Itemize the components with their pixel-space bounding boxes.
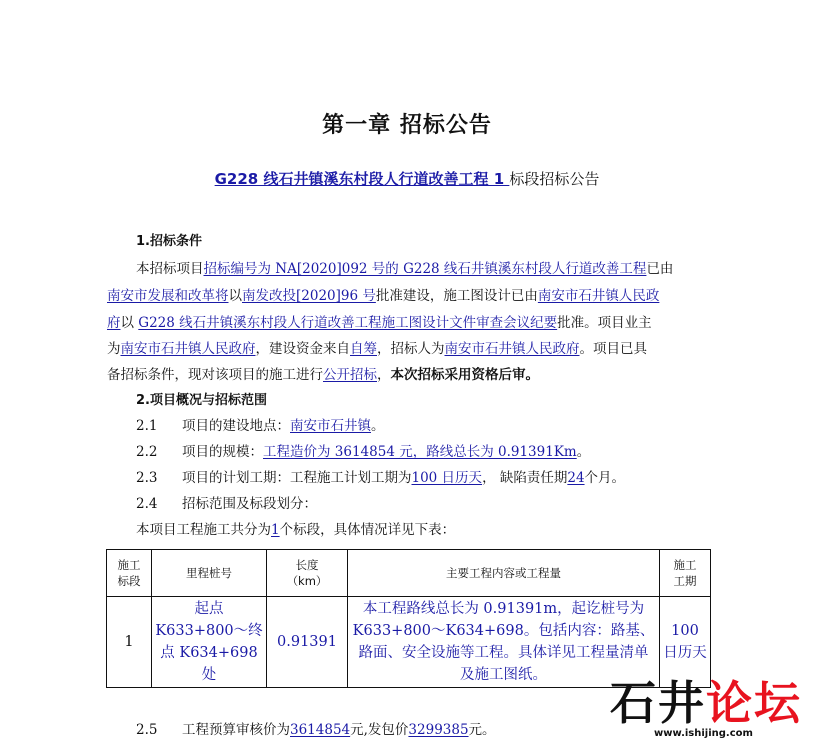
owner-link[interactable]: 南安市石井镇人民政府 [120, 341, 256, 357]
header-length: 长度 （km） [267, 550, 348, 597]
section-count-link[interactable]: 1 [271, 522, 280, 538]
audited-price-link[interactable]: 3614854 [290, 722, 351, 738]
scale-link[interactable]: 工程造价为 3614854 元，路线总长为 0.91391Km [263, 444, 577, 460]
announcement-title-rest: 标段招标公告 [509, 170, 600, 188]
cell-length: 0.91391 [267, 597, 348, 688]
chapter-title: 第一章 招标公告 [322, 113, 492, 138]
duration-link[interactable]: 100 日历天 [411, 470, 483, 486]
item-2-1: 2.1 项目的建设地点：南安市石井镇。 [136, 418, 385, 434]
funding-link[interactable]: 自筹 [350, 341, 377, 357]
project-name-link[interactable]: G228 线石井镇溪东村段人行道改善工程 1 [214, 170, 510, 188]
section-1-heading: 1.招标条件 [136, 234, 202, 249]
cell-mileage: 起点 K633+800～终点 K634+698 处 [152, 597, 267, 688]
paragraph-line-2: 南安市发展和改革将以南发改投[2020]96 号批准建设，施工图设计已由南安市石井镇人民政 [107, 288, 660, 304]
warranty-link[interactable]: 24 [567, 470, 585, 486]
paragraph-line-4: 为南安市石井镇人民政府，建设资金来自自筹，招标人为南安市石井镇人民政府。项目已具 [107, 341, 647, 357]
item-2-5: 2.5 工程预算审核价为3614854元,发包价3299385元。 [136, 722, 496, 738]
header-section: 施工 标段 [107, 550, 152, 597]
review-minutes-link[interactable]: G228 线石井镇溪东村段人行道改善工程施工图设计文件审查会议纪要 [138, 315, 558, 331]
post-qualification-note: 本次招标采用资格后审。 [390, 367, 539, 383]
table-header-row [107, 550, 711, 597]
announcement-title [0, 168, 814, 189]
section-2-heading: 2.项目概况与招标范围 [136, 393, 267, 408]
open-tender-link[interactable]: 公开招标 [323, 367, 377, 383]
tender-number-link[interactable]: 招标编号为 NA[2020]092 号的 G228 线石井镇溪东村段人行道改善工程 [203, 261, 647, 277]
approval-doc-link[interactable]: 南发改投[2020]96 号 [242, 288, 376, 304]
section-summary: 本项目工程施工共分为1个标段，具体情况详见下表： [136, 522, 456, 538]
forum-watermark [610, 678, 810, 743]
paragraph-line-5: 备招标条件，现对该项目的施工进行公开招标，本次招标采用资格后审。 [107, 367, 539, 383]
cell-period: 100 日历天 [660, 597, 711, 688]
header-period: 施工 工期 [660, 550, 711, 597]
watermark-logo: 石井论坛 [610, 676, 802, 730]
item-2-4: 2.4 招标范围及标段划分： [136, 496, 317, 512]
paragraph-line-1: 本招标项目招标编号为 NA[2020]092 号的 G228 线石井镇溪东村段人行道改善工程已由 [136, 261, 674, 277]
paragraph-line-3: 府以 G228 线石井镇溪东村段人行道改善工程施工图设计文件审查会议纪要批准。项目业主 [107, 315, 652, 331]
header-content: 主要工程内容或工程量 [348, 550, 660, 597]
tender-sections-table [106, 549, 711, 688]
watermark-url: www.ishijing.com [654, 728, 753, 739]
cell-section: 1 [107, 597, 152, 688]
table-row [107, 597, 711, 688]
tenderer-link[interactable]: 南安市石井镇人民政府 [444, 341, 580, 357]
location-link[interactable]: 南安市石井镇 [290, 418, 371, 434]
cell-content: 本工程路线总长为 0.91391m，起讫桩号为 K633+800～K634+698。包括内容：路基、路面、安全设施等工程。具体详见工程量清单及施工图纸。 [348, 597, 660, 688]
item-2-3: 2.3 项目的计划工期：工程施工计划工期为100 日历天， 缺陷责任期24个月。 [136, 470, 626, 486]
contract-price-link[interactable]: 3299385 [408, 722, 469, 738]
approver-link[interactable]: 南安市发展和改革将 [107, 288, 229, 304]
header-mileage: 里程桩号 [152, 550, 267, 597]
item-2-2: 2.2 项目的规模：工程造价为 3614854 元，路线总长为 0.91391Km。 [136, 444, 591, 460]
designer-approver-link[interactable]: 南安市石井镇人民政 [537, 288, 660, 304]
